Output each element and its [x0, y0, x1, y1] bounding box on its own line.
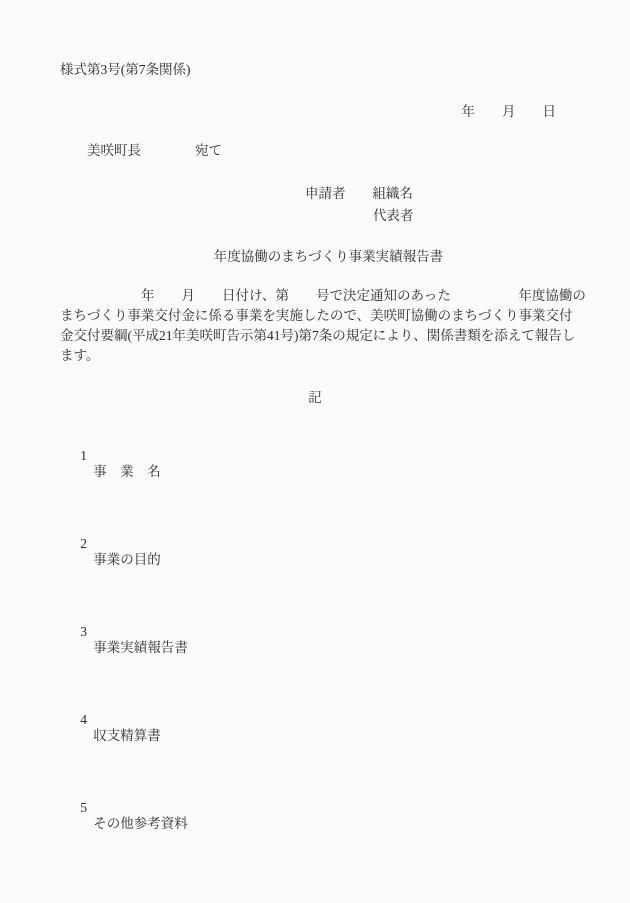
document-title: 年度協働のまちづくり事業実績報告書 [186, 249, 444, 264]
list-item-number: 1 [80, 448, 87, 463]
body-paragraph-line: まちづくり事業交付金に係る事業を実施したので、美咲町協働のまちづくり事業交付 [60, 308, 573, 323]
applicant-block [305, 186, 570, 224]
list-item-number: 4 [80, 712, 87, 727]
addressee-line: 美咲町長 宛て [87, 143, 222, 158]
list-item-label: 事業の目的 [93, 552, 161, 567]
list-item-label: 事 業 名 [93, 464, 161, 479]
body-paragraph-line: 金交付要綱(平成21年美咲町告示第41号)第7条の規定により、関係書類を添えて報告し [60, 328, 576, 343]
list-item-label: その他参考資料 [93, 816, 188, 831]
body-paragraph-line: ます。 [60, 348, 100, 363]
list-item [60, 520, 570, 584]
attachment-list [60, 432, 570, 848]
list-item [60, 784, 570, 848]
list-item [60, 432, 570, 496]
applicant-representative-line: 代表者 [373, 208, 414, 223]
date-placeholder-line: 年 月 日 [461, 104, 556, 119]
body-paragraph [60, 286, 586, 366]
list-item [60, 696, 570, 760]
list-item-number: 3 [80, 624, 87, 639]
list-item-label: 収支精算書 [93, 728, 161, 743]
list-item-label: 事業実績報告書 [93, 640, 188, 655]
list-item [60, 608, 570, 672]
form-number: 様式第3号(第7条関係) [60, 62, 191, 77]
list-item-number: 2 [80, 536, 87, 551]
ki-heading: 記 [308, 390, 322, 405]
applicant-org-line: 申請者 組織名 [305, 186, 413, 201]
body-paragraph-line: 年 月 日付け、第 号で決定通知のあった 年度協働の [60, 288, 586, 303]
list-item-number: 5 [80, 800, 87, 815]
